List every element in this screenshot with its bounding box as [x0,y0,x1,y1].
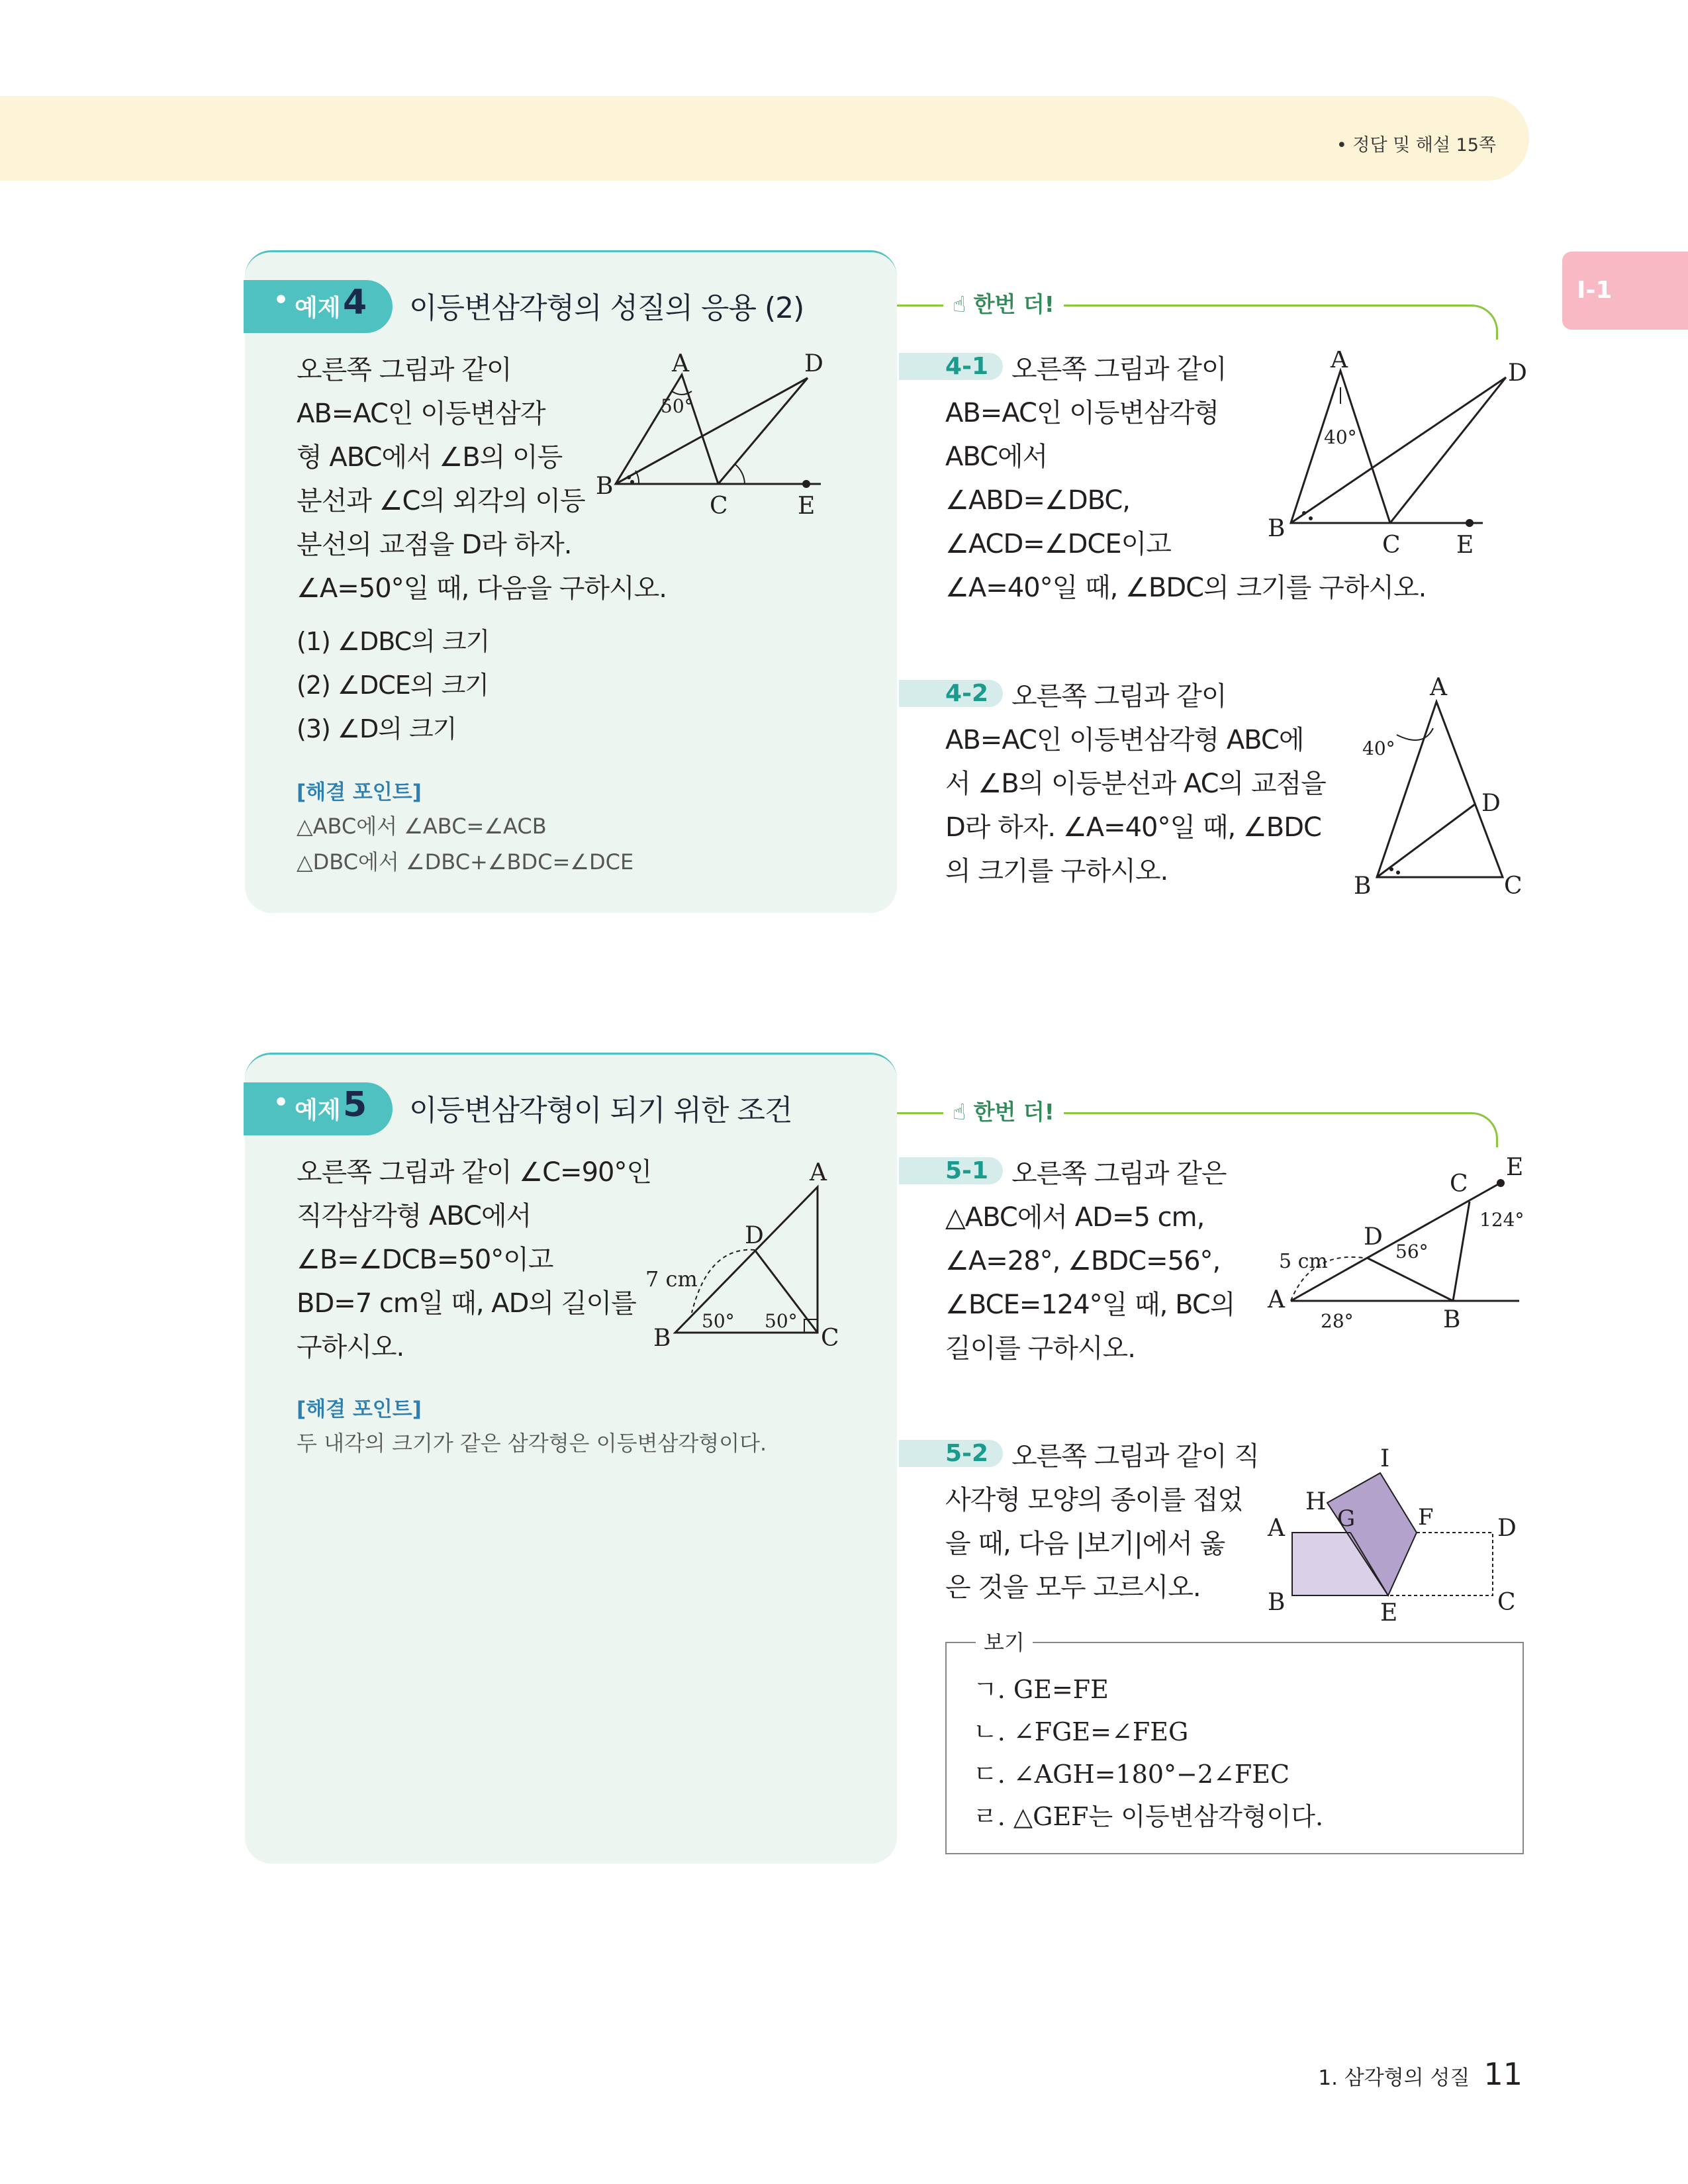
subquestion-item: (1) ∠DBC의 크기 [297,627,490,656]
question-line: BD=7 cm일 때, AD의 길이를 [297,1288,636,1319]
bogi-title: 보기 [976,1626,1033,1656]
problem-line: 을 때, 다음 |보기|에서 옳 [945,1529,1225,1559]
subquestion-item: (3) ∠D의 크기 [297,714,457,743]
example-4-tag [244,280,393,333]
once-more-badge [943,1095,1064,1126]
problem-line: D라 하자. ∠A=40°일 때, ∠BDC [945,812,1321,843]
problem-line: ∠A=28°, ∠BDC=56°, [945,1246,1221,1276]
bogi-item: ㄴ. ∠FGE=∠FEG [973,1717,1189,1746]
example-5-question [297,1151,651,1369]
question-line: ∠B=∠DCB=50°이고 [297,1245,553,1275]
example-5-tag [244,1082,393,1135]
label-D: D [1364,1223,1383,1251]
example-5-title: 이등변삼각형이 되기 위한 조건 [409,1094,792,1127]
label-B: B [653,1325,671,1352]
problem-line: ∠A=40°일 때, ∠BDC의 크기를 구하시오. [945,573,1427,603]
label-B: B [1268,515,1286,542]
angle-label: 40° [1324,426,1357,448]
question-line: 직각삼각형 ABC에서 [297,1201,532,1231]
problem-line: 오른쪽 그림과 같이 직 [1011,1441,1259,1472]
example-label: 예제 [295,1097,341,1124]
problem-number: 5-2 [899,1440,1003,1467]
angle-label-c: 50° [765,1310,798,1332]
problem-line: 오른쪽 그림과 같은 [1011,1159,1227,1189]
problem-number: 4-1 [899,353,1003,380]
header-band [0,96,1529,181]
page-number: 11 [1483,2056,1523,2092]
question-line: AB=AC인 이등변삼각 [297,399,545,429]
key-line: 두 내각의 크기가 같은 삼각형은 이등변삼각형이다. [297,1431,767,1456]
question-line: 분선의 교점을 D라 하자. [297,530,572,560]
example-label: 예제 [295,295,341,322]
label-C: C [1497,1589,1516,1616]
bogi-item: ㄷ. ∠AGH=180°−2∠FEC [973,1760,1290,1789]
length-label: 7 cm [645,1266,698,1292]
problem-line: 의 크기를 구하시오. [945,856,1168,886]
problem-number: 5-1 [899,1157,1003,1184]
bogi-item: ㄹ. △GEF는 이등변삼각형이다. [973,1802,1324,1831]
example-4-box [245,250,897,913]
length-label: 5 cm [1279,1250,1328,1273]
once-more-header-5 [897,1086,1529,1145]
label-C: C [710,493,728,520]
page-footer [1318,2056,1523,2092]
key-point-label: [해결 포인트] [297,781,422,804]
label-C: C [1450,1170,1468,1198]
example-4-subquestions [297,620,489,751]
label-C: C [1382,532,1401,559]
problem-5-1-figure [1264,1152,1529,1337]
label-E: E [1380,1599,1398,1627]
problem-line: 은 것을 모두 고르시오. [945,1572,1201,1603]
problem-line: AB=AC인 이등변삼각형 ABC에 [945,725,1304,755]
question-line: ∠A=50°일 때, 다음을 구하시오. [297,573,667,604]
key-point-label: [해결 포인트] [297,1398,422,1421]
bogi-item: ㄱ. GE=FE [973,1675,1109,1704]
label-F: F [1418,1504,1434,1531]
question-line: 오른쪽 그림과 같이 ∠C=90°인 [297,1157,652,1188]
question-line: 형 ABC에서 ∠B의 이등 [297,442,563,473]
label-A: A [672,352,689,377]
key-line: △DBC에서 ∠DBC+∠BDC=∠DCE [297,849,634,875]
problem-line: ∠ACD=∠DCE이고 [945,529,1171,559]
example-4-title: 이등변삼각형의 성질의 응용 (2) [409,291,804,325]
problem-line: 사각형 모양의 종이를 접었 [945,1485,1243,1515]
label-D: D [1481,790,1501,817]
label-A: A [1430,675,1447,701]
problem-line: ∠BCE=124°일 때, BC의 [945,1290,1235,1320]
problem-5-1-text [945,1152,1235,1370]
chapter-side-tab: I-1 [1562,252,1688,330]
once-more-label: 한번 더! [973,291,1055,317]
key-point-text [297,808,633,880]
label-C: C [821,1325,839,1352]
angle-label: 50° [661,395,694,417]
example-5-figure [645,1154,857,1353]
question-line: 오른쪽 그림과 같이 [297,355,512,385]
problem-line: ∠ABD=∠DBC, [945,485,1131,516]
example-5-box [245,1053,897,1864]
chapter-title: 1. 삼각형의 성질 [1318,2066,1470,2090]
angle-56-label: 56° [1395,1241,1429,1262]
problem-line: 서 ∠B의 이등분선과 AC의 교점을 [945,769,1326,799]
subquestion-item: (2) ∠DCE의 크기 [297,671,489,700]
problem-5-2-figure [1264,1437,1529,1629]
label-C: C [1504,873,1523,900]
bogi-list [973,1668,1323,1838]
example-number: 5 [343,1085,367,1125]
label-A: A [1268,1286,1285,1313]
problem-line: 오른쪽 그림과 같이 [1011,681,1227,712]
problem-line: 길이를 구하시오. [945,1333,1135,1364]
problem-line: ABC에서 [945,442,1048,472]
once-more-header-4 [897,278,1529,338]
problem-4-2-figure [1350,675,1536,900]
label-D: D [745,1222,764,1249]
answer-reference: • 정답 및 해설 15쪽 [1336,135,1496,156]
label-B: B [596,473,614,500]
question-line: 구하시오. [297,1332,404,1362]
label-E: E [1506,1154,1524,1181]
problem-line: 오른쪽 그림과 같이 [1011,354,1227,385]
label-A: A [810,1159,827,1186]
label-G: G [1337,1505,1356,1532]
label-B: B [1268,1589,1286,1616]
example-number: 4 [343,283,367,322]
hand-pointer-icon: ☝ [953,291,966,317]
bogi-box [945,1630,1524,1854]
label-I: I [1380,1445,1390,1472]
problem-5-2-text [945,1435,1259,1609]
problem-line: △ABC에서 AD=5 cm, [945,1202,1205,1233]
key-line: △ABC에서 ∠ABC=∠ACB [297,814,547,839]
angle-124-label: 124° [1479,1209,1524,1231]
question-line: 분선과 ∠C의 외각의 이등 [297,486,585,516]
label-E: E [798,493,816,520]
label-D: D [1497,1515,1517,1542]
problem-number: 4-2 [899,680,1003,707]
label-D: D [1508,359,1527,387]
label-B: B [1443,1306,1461,1333]
problem-4-1-figure [1264,351,1529,563]
label-A: A [1331,351,1348,373]
label-B: B [1354,873,1372,900]
label-E: E [1456,532,1474,559]
label-H: H [1305,1488,1327,1515]
hand-pointer-icon: ☝ [953,1099,966,1125]
problem-4-2-text [945,675,1326,893]
example-4-figure [583,352,861,537]
bullet-icon: • [273,1089,289,1116]
angle-label: 40° [1362,737,1395,759]
problem-line: AB=AC인 이등변삼각형 [945,398,1219,428]
label-D: D [804,352,823,377]
once-more-badge [943,287,1064,318]
angle-label-b: 50° [702,1310,735,1332]
angle-28-label: 28° [1321,1310,1354,1332]
label-A: A [1268,1515,1285,1542]
once-more-label: 한번 더! [973,1099,1055,1125]
bullet-icon: • [273,287,289,314]
key-point-text [297,1425,767,1461]
